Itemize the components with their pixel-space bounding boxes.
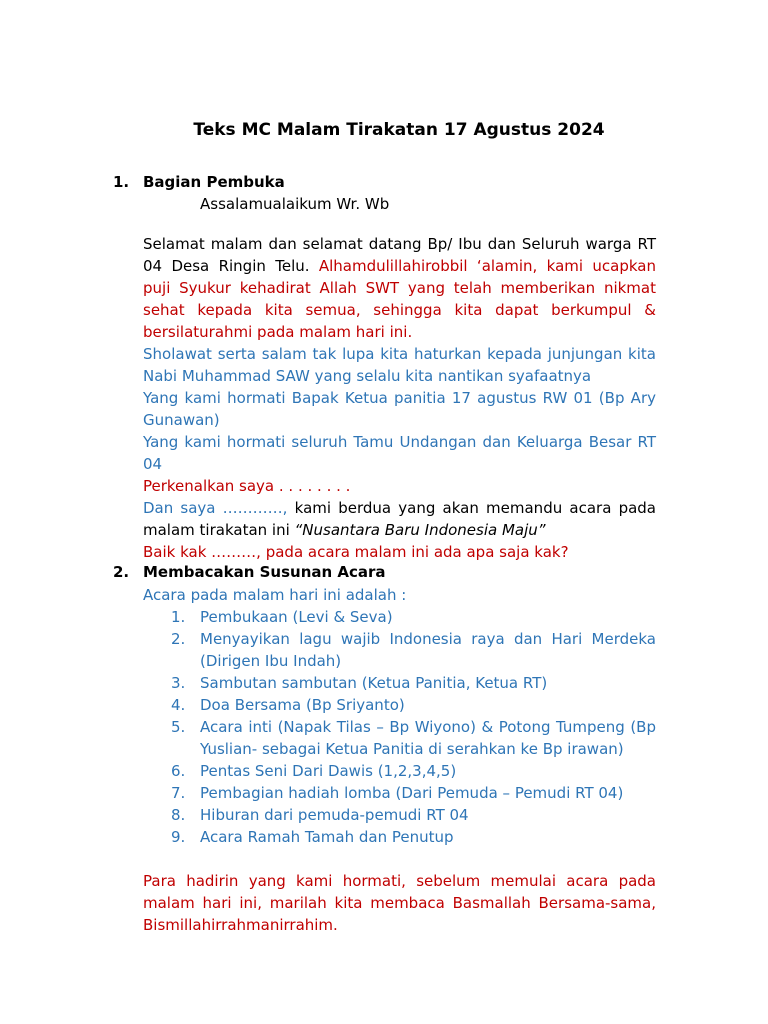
agenda-item bbox=[143, 606, 656, 628]
introduce-text: Perkenalkan saya . . . . . . . . bbox=[143, 477, 351, 495]
agenda-item-number: 4. bbox=[171, 696, 186, 714]
agenda-item-text: Hiburan dari pemuda-pemudi RT 04 bbox=[200, 806, 469, 824]
agenda-item-number: 9. bbox=[171, 828, 186, 846]
agenda-item bbox=[143, 760, 656, 782]
agenda-item-text: Acara Ramah Tamah dan Penutup bbox=[200, 828, 454, 846]
section-1-title: Bagian Pembuka bbox=[143, 173, 285, 191]
agenda-item-text: Pembukaan (Levi & Seva) bbox=[200, 608, 393, 626]
document-title: Teks MC Malam Tirakatan 17 Agustus 2024 bbox=[193, 120, 605, 140]
agenda-item bbox=[143, 672, 656, 694]
agenda-item bbox=[143, 716, 656, 760]
opening-paragraph bbox=[143, 233, 656, 343]
agenda-item-number: 6. bbox=[171, 762, 186, 780]
agenda-item-number: 3. bbox=[171, 674, 186, 692]
agenda-item-text: Pembagian hadiah lomba (Dari Pemuda – Pemudi RT 04) bbox=[200, 784, 624, 802]
gratitude-text: Alhamdulillahirobbil ‘alamin, kami ucapkan puji Syukur kehadirat Allah SWT yang telah memberikan nikmat sehat kepada kita semua, sehingga kita dapat berkumpul & bersilaturahmi pada malam hari ini. bbox=[143, 257, 656, 341]
agenda-item bbox=[143, 804, 656, 826]
agenda-item-text: Acara inti (Napak Tilas – Bp Wiyono) & Potong Tumpeng (Bp Yuslian- sebagai Ketua Panitia di serahkan ke Bp irawan) bbox=[200, 718, 656, 758]
event-theme: “Nusantara Baru Indonesia Maju” bbox=[294, 521, 546, 539]
agenda-item-number: 2. bbox=[171, 630, 186, 648]
agenda-block bbox=[143, 584, 656, 848]
agenda-item-text: Sambutan sambutan (Ketua Panitia, Ketua RT) bbox=[200, 674, 548, 692]
agenda-list bbox=[143, 606, 656, 848]
section-2-heading bbox=[113, 563, 386, 581]
agenda-item-text: Menyayikan lagu wajib Indonesia raya dan Hari Merdeka (Dirigen Ibu Indah) bbox=[200, 630, 656, 670]
agenda-item bbox=[143, 694, 656, 716]
agenda-item-number: 1. bbox=[171, 608, 186, 626]
agenda-item-number: 5. bbox=[171, 718, 186, 736]
agenda-item-text: Pentas Seni Dari Dawis (1,2,3,4,5) bbox=[200, 762, 457, 780]
ask-agenda-text: Baik kak ………, pada acara malam ini ada apa saja kak? bbox=[143, 543, 569, 561]
section-1-number: 1. bbox=[113, 173, 130, 191]
agenda-item bbox=[143, 826, 656, 848]
section-2-number: 2. bbox=[113, 563, 130, 581]
agenda-item-number: 7. bbox=[171, 784, 186, 802]
closing-paragraph: Para hadirin yang kami hormati, sebelum memulai acara pada malam hari ini, marilah kita membaca Basmallah Bersama-sama, Bismillahirrahmanirrahim. bbox=[143, 872, 656, 934]
co-host-name-text: Dan saya …………, bbox=[143, 499, 295, 517]
welcome-text: Selamat malam dan selamat datang Bp/ Ibu dan Seluruh warga RT 04 Desa Ringin Telu. bbox=[143, 235, 656, 275]
agenda-item-number: 8. bbox=[171, 806, 186, 824]
agenda-intro: Acara pada malam hari ini adalah : bbox=[143, 586, 407, 604]
agenda-item bbox=[143, 782, 656, 804]
sholawat-text: Sholawat serta salam tak lupa kita haturkan kepada junjungan kita Nabi Muhammad SAW yang selalu kita nantikan syafaatnya bbox=[143, 345, 656, 385]
honor-chairman-text: Yang kami hormati Bapak Ketua panitia 17 agustus RW 01 (Bp Ary Gunawan) bbox=[143, 389, 656, 429]
honor-guests-text: Yang kami hormati seluruh Tamu Undangan dan Keluarga Besar RT 04 bbox=[143, 433, 656, 473]
section-1-heading bbox=[113, 173, 285, 191]
co-host-text: kami berdua yang akan memandu acara pada malam tirakatan ini bbox=[143, 499, 656, 539]
section-2-title: Membacakan Susunan Acara bbox=[143, 563, 386, 581]
agenda-item bbox=[143, 628, 656, 672]
agenda-item-text: Doa Bersama (Bp Sriyanto) bbox=[200, 696, 405, 714]
co-host-paragraph bbox=[143, 497, 656, 541]
greeting: Assalamualaikum Wr. Wb bbox=[200, 195, 390, 213]
